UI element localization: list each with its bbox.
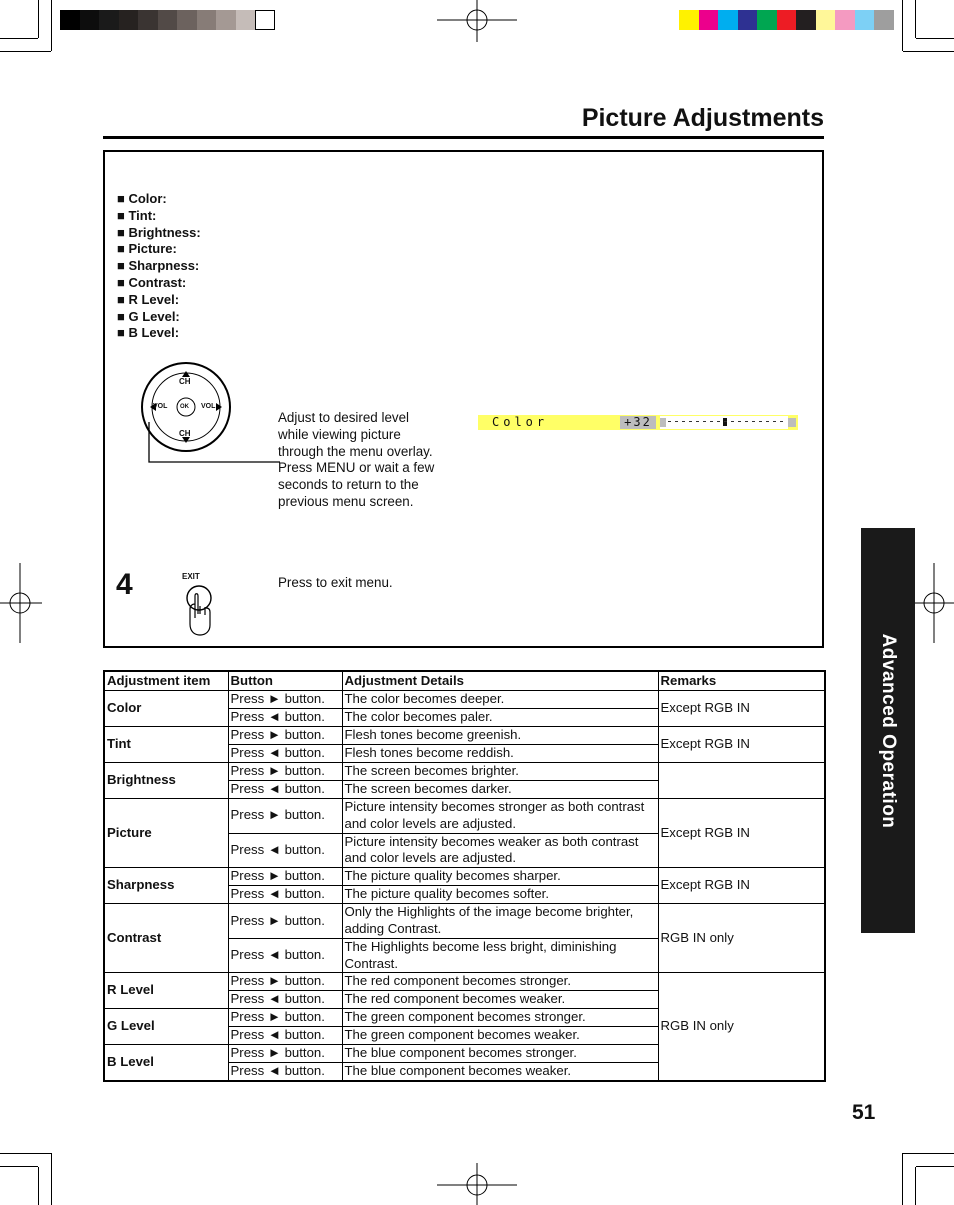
table-row [104, 973, 825, 991]
registration-mark-left [0, 563, 42, 643]
title-rule [103, 136, 824, 139]
button-cell: Press ► button. [228, 973, 342, 991]
color-swatch [138, 10, 158, 30]
osd-tick [731, 421, 734, 422]
instruction-box [103, 150, 824, 648]
detail-cell: The Highlights become less bright, diminishing Contrast. [342, 938, 658, 973]
detail-cell: Only the Highlights of the image become brighter, adding Contrast. [342, 904, 658, 939]
menu-item-color: ■ Color: [117, 191, 167, 206]
color-swatch [757, 10, 777, 30]
menu-item-r-level: ■ R Level: [117, 291, 180, 307]
color-swatch [777, 10, 797, 30]
item-cell: Sharpness [104, 868, 228, 904]
button-cell: Press ◄ button. [228, 1063, 342, 1082]
osd-label: Color [492, 415, 549, 429]
item-cell: Brightness [104, 763, 228, 799]
remarks-cell: Except RGB IN [658, 691, 825, 727]
registration-mark-bottom [437, 1163, 517, 1205]
color-swatch [216, 10, 236, 30]
header-adjustment-details: Adjustment Details [342, 671, 658, 691]
item-cell: Picture [104, 799, 228, 868]
osd-tick [738, 421, 741, 422]
osd-track-end [788, 418, 796, 427]
detail-cell: The blue component becomes stronger. [342, 1045, 658, 1063]
color-swatch [796, 10, 816, 30]
button-cell: Press ◄ button. [228, 938, 342, 973]
exit-button-hand-icon [181, 584, 215, 638]
table-row [104, 904, 825, 939]
table-row [104, 868, 825, 886]
ch-up-label: CH [179, 377, 191, 386]
osd-tick [710, 421, 713, 422]
color-swatch [236, 10, 256, 30]
table-row [104, 763, 825, 781]
osd-tick [675, 421, 678, 422]
button-cell: Press ◄ button. [228, 991, 342, 1009]
item-cell: Color [104, 691, 228, 727]
detail-cell: The picture quality becomes softer. [342, 886, 658, 904]
osd-tick [682, 421, 685, 422]
color-swatch [99, 10, 119, 30]
osd-tick [780, 421, 783, 422]
color-swatch [158, 10, 178, 30]
table-header-row [104, 671, 825, 691]
menu-item-picture: ■ Picture: [117, 241, 177, 257]
button-cell: Press ► button. [228, 727, 342, 745]
osd-track-start [660, 418, 666, 427]
detail-cell: The color becomes paler. [342, 709, 658, 727]
button-cell: Press ◄ button. [228, 745, 342, 763]
remarks-cell [658, 763, 825, 799]
header-adjustment-item: Adjustment item [104, 671, 228, 691]
menu-item-tint: ■ Tint: [117, 207, 157, 223]
color-swatch [855, 10, 875, 30]
step-number: 4 [116, 568, 133, 601]
header-remarks: Remarks [658, 671, 825, 691]
color-swatch [255, 10, 275, 30]
button-cell: Press ► button. [228, 904, 342, 939]
button-cell: Press ► button. [228, 691, 342, 709]
item-cell: B Level [104, 1045, 228, 1082]
color-swatch [679, 10, 699, 30]
button-cell: Press ► button. [228, 1009, 342, 1027]
button-cell: Press ◄ button. [228, 709, 342, 727]
detail-cell: The color becomes deeper. [342, 691, 658, 709]
page-number: 51 [852, 1101, 876, 1124]
menu-item-b-level: ■ B Level: [117, 325, 180, 341]
button-cell: Press ◄ button. [228, 781, 342, 799]
color-swatch [197, 10, 217, 30]
detail-cell: Flesh tones become reddish. [342, 745, 658, 763]
osd-tick [759, 421, 762, 422]
button-cell: Press ◄ button. [228, 886, 342, 904]
detail-cell: Picture intensity becomes stronger as both contrast and color levels are adjusted. [342, 799, 658, 834]
registration-mark-top [437, 0, 517, 42]
color-swatch [718, 10, 738, 30]
header-button: Button [228, 671, 342, 691]
detail-cell: The blue component becomes weaker. [342, 1063, 658, 1082]
color-swatch [835, 10, 855, 30]
osd-tick [696, 421, 699, 422]
detail-cell: The red component becomes stronger. [342, 973, 658, 991]
page-title: Picture Adjustments [581, 104, 824, 132]
exit-button-label: EXIT [182, 572, 200, 581]
osd-level-marker [723, 418, 727, 426]
osd-tick [717, 421, 720, 422]
item-cell: Tint [104, 727, 228, 763]
table-row [104, 799, 825, 834]
osd-color-bar [478, 415, 798, 430]
osd-value: +32 [620, 416, 656, 429]
item-cell: Contrast [104, 904, 228, 973]
section-side-tab [861, 528, 915, 933]
detail-cell: The red component becomes weaker. [342, 991, 658, 1009]
button-cell: Press ► button. [228, 868, 342, 886]
menu-item-g-level: ■ G Level: [117, 308, 180, 324]
color-swatch [80, 10, 100, 30]
section-side-tab-label: Advanced Operation [878, 633, 899, 828]
color-swatch [119, 10, 139, 30]
remarks-cell: Except RGB IN [658, 868, 825, 904]
osd-tick [689, 421, 692, 422]
remarks-cell: Except RGB IN [658, 727, 825, 763]
button-cell: Press ► button. [228, 1045, 342, 1063]
remarks-cell: RGB IN only [658, 973, 825, 1082]
detail-cell: Flesh tones become greenish. [342, 727, 658, 745]
button-cell: Press ◄ button. [228, 833, 342, 868]
detail-cell: The picture quality becomes sharper. [342, 868, 658, 886]
color-swatch [60, 10, 80, 30]
adjustment-table [103, 670, 826, 1082]
osd-tick [752, 421, 755, 422]
osd-tick [703, 421, 706, 422]
detail-cell: Picture intensity becomes weaker as both contrast and color levels are adjusted. [342, 833, 658, 868]
osd-tick [745, 421, 748, 422]
detail-cell: The green component becomes stronger. [342, 1009, 658, 1027]
vol-left-label: VOL [153, 403, 168, 410]
item-cell: R Level [104, 973, 228, 1009]
button-cell: Press ► button. [228, 763, 342, 781]
registration-mark-right [912, 563, 954, 643]
step-3-instructions: Adjust to desired level while viewing picture through the menu overlay. Press MENU or wait a few seconds to return to the previous menu screen. [278, 410, 435, 509]
ok-label: OK [180, 404, 189, 410]
remarks-cell: RGB IN only [658, 904, 825, 973]
color-swatch [874, 10, 894, 30]
menu-item-list [117, 191, 201, 342]
callout-line [145, 422, 285, 467]
osd-tick [724, 421, 727, 422]
menu-item-contrast: ■ Contrast: [117, 274, 187, 290]
detail-cell: The screen becomes brighter. [342, 763, 658, 781]
item-cell: G Level [104, 1009, 228, 1045]
table-row [104, 727, 825, 745]
osd-tick [773, 421, 776, 422]
remarks-cell: Except RGB IN [658, 799, 825, 868]
color-swatch [738, 10, 758, 30]
detail-cell: The screen becomes darker. [342, 781, 658, 799]
osd-tick [668, 421, 671, 422]
step-4-instructions: Press to exit menu. [278, 575, 393, 590]
menu-item-brightness: ■ Brightness: [117, 224, 201, 240]
table-row [104, 691, 825, 709]
ch-down-label: CH [179, 429, 191, 438]
detail-cell: The green component becomes weaker. [342, 1027, 658, 1045]
menu-item-sharpness: ■ Sharpness: [117, 258, 200, 274]
color-swatch [816, 10, 836, 30]
vol-right-label: VOL [201, 403, 216, 410]
color-swatch [699, 10, 719, 30]
color-swatch [177, 10, 197, 30]
button-cell: Press ◄ button. [228, 1027, 342, 1045]
button-cell: Press ► button. [228, 799, 342, 834]
osd-tick [766, 421, 769, 422]
